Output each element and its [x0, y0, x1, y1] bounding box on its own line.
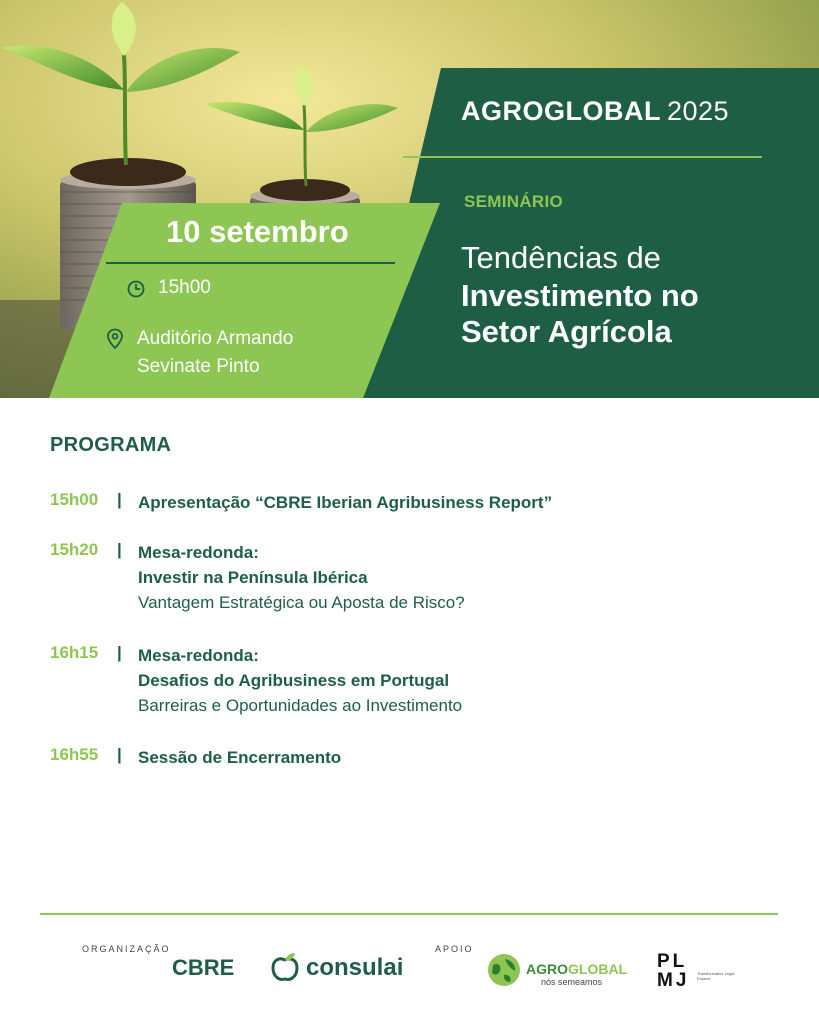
program-item-separator: | — [117, 643, 122, 662]
program-item-time: 16h55 — [50, 745, 99, 764]
program-item-separator: | — [117, 540, 122, 559]
plmj-logo: PL MJ — [657, 951, 690, 991]
location-pin-icon — [106, 328, 124, 350]
clock-icon — [127, 280, 145, 298]
program-item-topic: Desafios do Agribusiness em Portugal — [138, 671, 450, 690]
program-item-subtitle: Vantagem Estratégica ou Aposta de Risco? — [138, 593, 465, 612]
program-item-subtitle: Barreiras e Oportunidades ao Investimento — [138, 696, 463, 715]
apple-leaf-icon — [269, 951, 301, 983]
consulai-logo: consulai — [306, 954, 404, 981]
organizer-label: ORGANIZAÇÃO — [82, 944, 171, 954]
hero-banner — [0, 0, 819, 398]
event-name: AGROGLOBAL 2025 — [461, 96, 730, 126]
support-label: APOIO — [435, 944, 474, 954]
program-item-topic: Investir na Península Ibérica — [138, 568, 368, 587]
agroglobal-logo: AGROGLOBAL — [526, 961, 628, 977]
event-type: SEMINÁRIO — [464, 192, 564, 211]
seminar-title-line3: Setor Agrícola — [461, 314, 672, 349]
program-item-title: Sessão de Encerramento — [138, 748, 342, 767]
venue-line2: Sevinate Pinto — [137, 356, 260, 377]
agroglobal-tagline: nós semeamos — [541, 977, 603, 987]
seminar-title-line2: Investimento no — [461, 278, 699, 313]
program-item-time: 16h15 — [50, 643, 99, 662]
venue-line1: Auditório Armando — [137, 328, 294, 349]
seminar-title-line1: Tendências de — [461, 240, 661, 275]
globe-icon — [487, 953, 521, 987]
event-date: 10 setembro — [166, 214, 349, 249]
program-item-title: Apresentação “CBRE Iberian Agribusiness Report” — [138, 493, 553, 512]
event-time: 15h00 — [158, 277, 211, 298]
program-item-separator: | — [117, 745, 122, 764]
program-item-time: 15h00 — [50, 490, 99, 509]
program-item-separator: | — [117, 490, 122, 509]
program-item-title: Mesa-redonda: — [138, 646, 259, 665]
program-title: PROGRAMA — [50, 434, 172, 456]
program-item-title: Mesa-redonda: — [138, 543, 259, 562]
cbre-logo: CBRE — [172, 955, 235, 980]
footer-divider — [40, 913, 778, 915]
program-item-time: 15h20 — [50, 540, 99, 559]
plmj-tagline: Transformative Legal Experts — [697, 971, 735, 981]
